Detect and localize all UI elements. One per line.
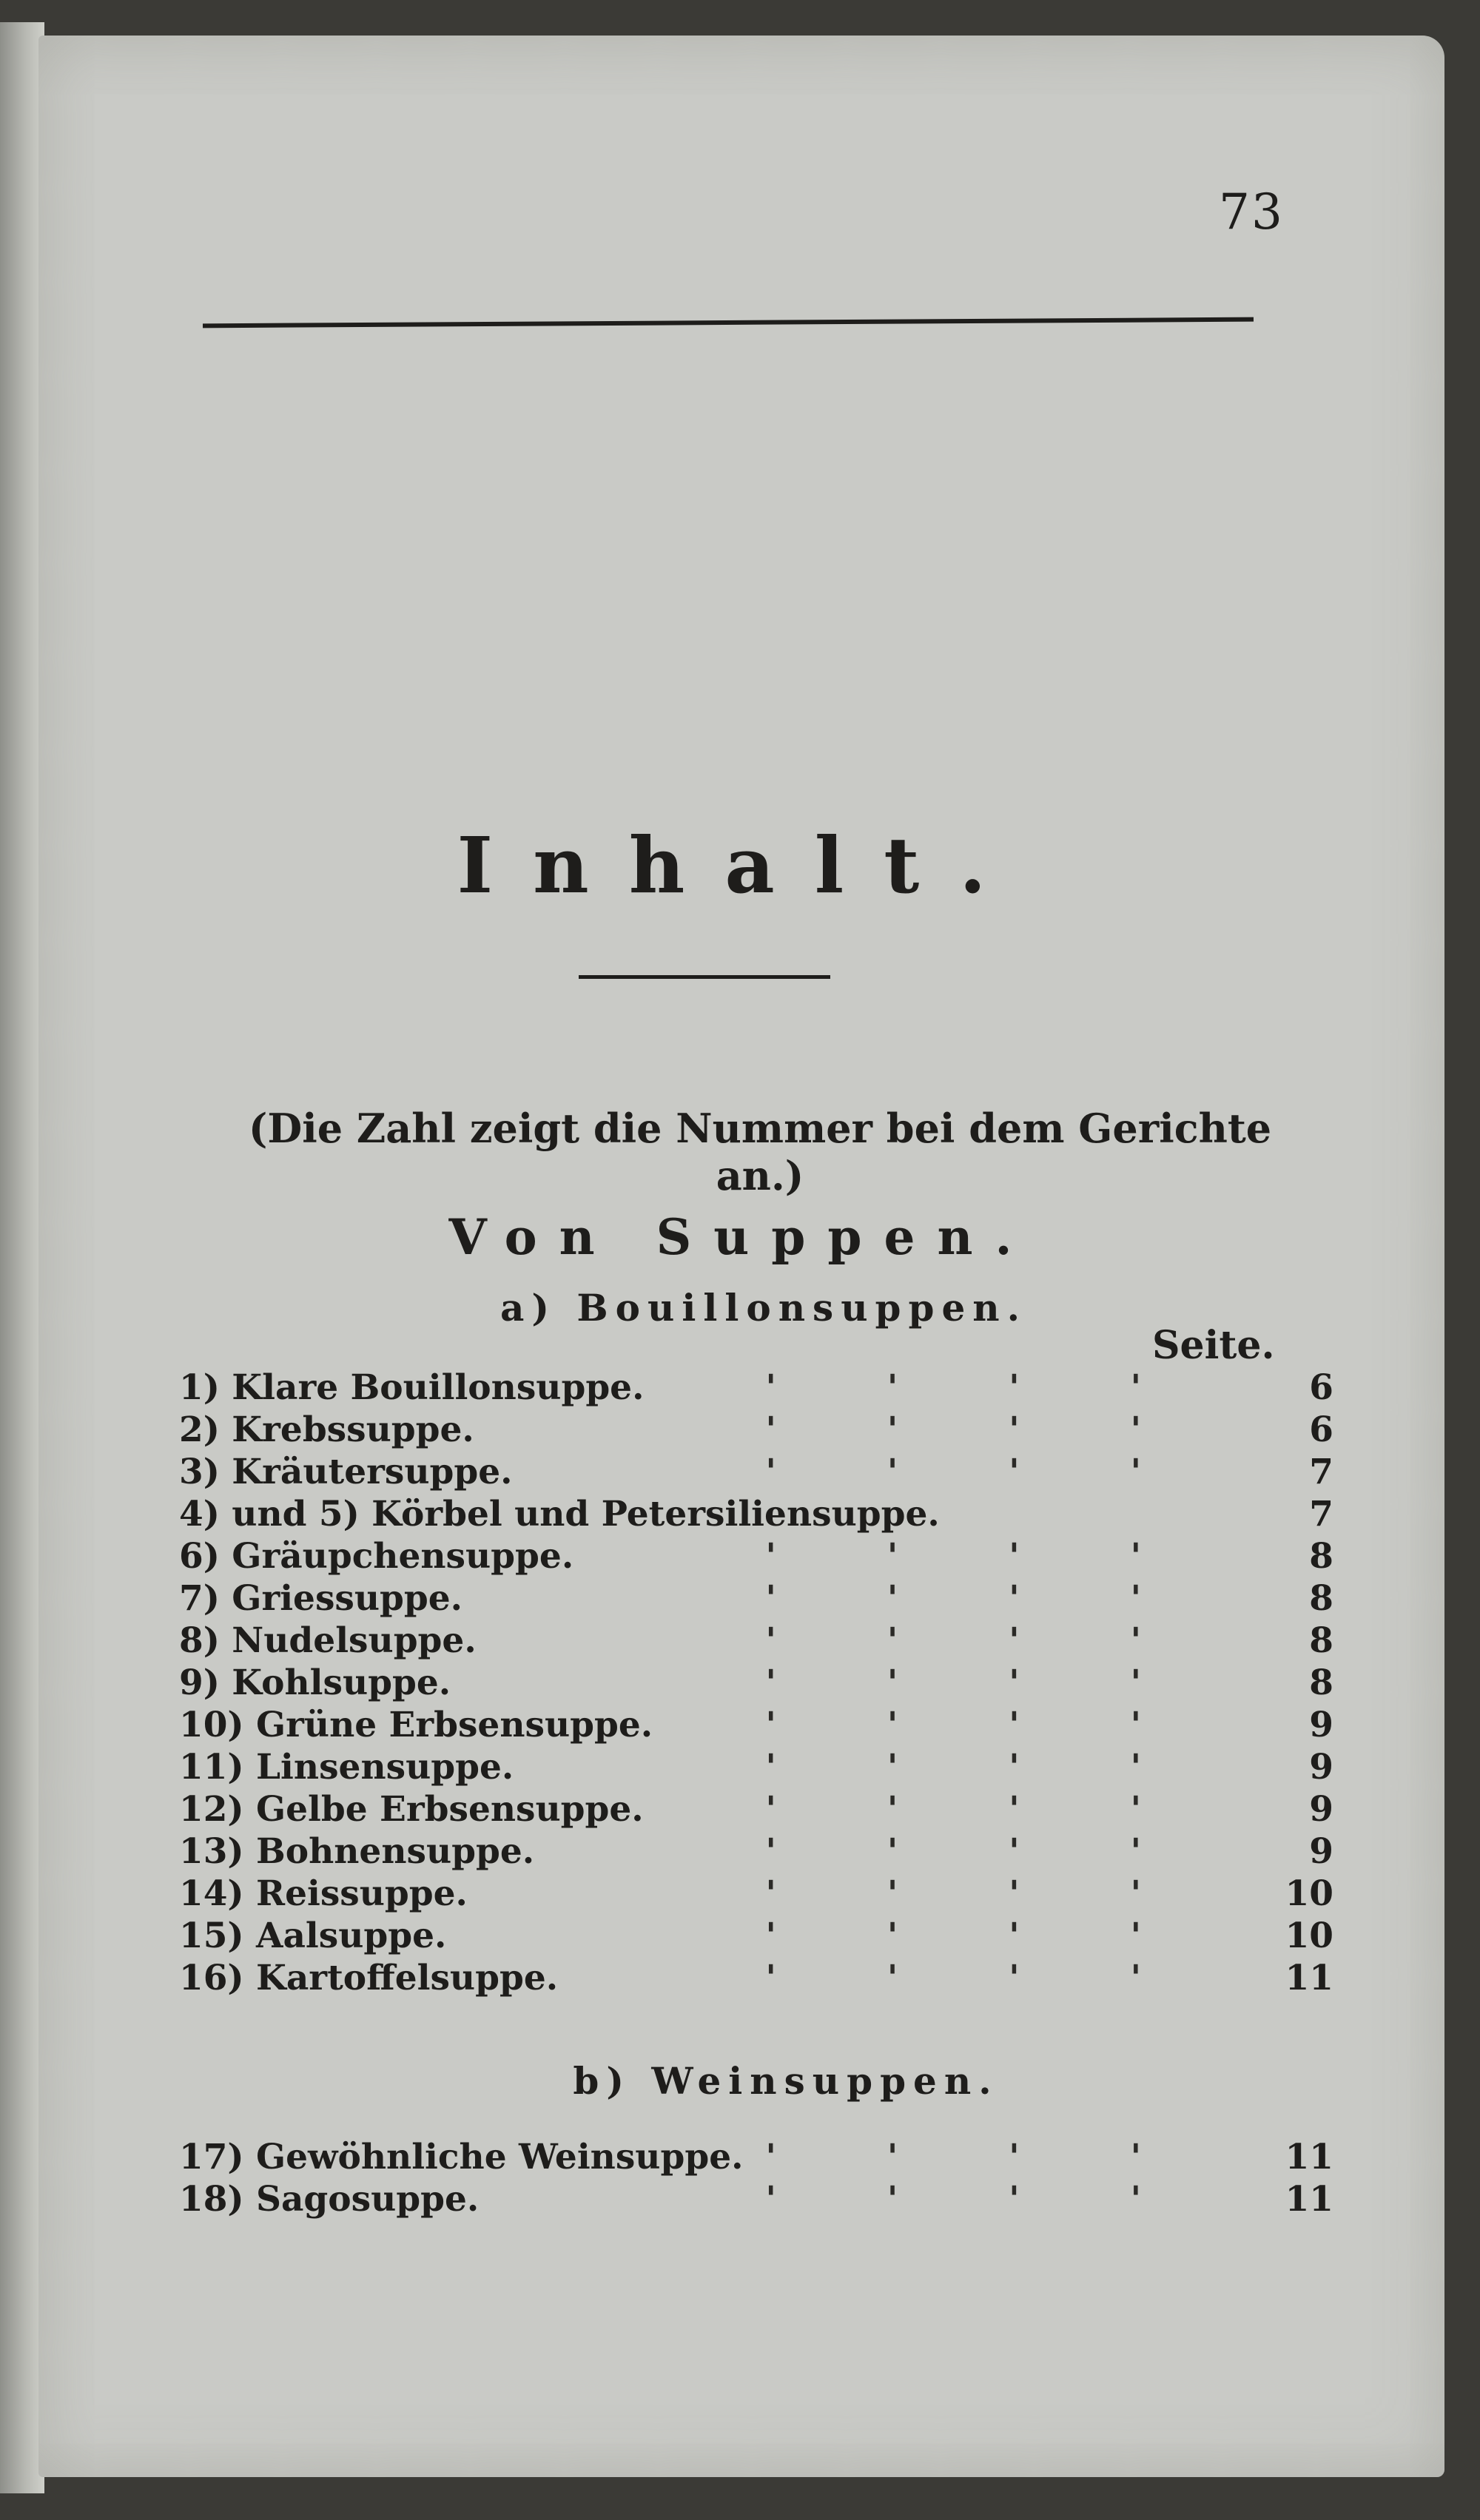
toc-entry-label: 13) Bohnensuppe.: [179, 1831, 535, 1872]
toc-entry-label: 14) Reissuppe.: [179, 1873, 468, 1914]
toc-leader: '''': [765, 1662, 1252, 1703]
toc-entry-label: 18) Sagosuppe.: [179, 2179, 480, 2220]
toc-entry-page: 11: [1285, 1958, 1333, 1998]
toc-leader: '''': [765, 1916, 1252, 1956]
toc-row: [179, 1789, 1333, 1831]
previous-page-edge: [0, 22, 44, 2493]
toc-leader: '''': [765, 1789, 1252, 1830]
toc-entry-label: 1) Klare Bouillonsuppe.: [179, 1367, 645, 1408]
title-rule: [579, 975, 830, 979]
toc-entry-label: 3) Kräutersuppe.: [179, 1452, 513, 1492]
toc-leader: '''': [765, 2179, 1252, 2220]
toc-list-wine: [179, 2137, 1333, 2221]
toc-leader: '''': [765, 1747, 1252, 1788]
toc-row: [179, 2179, 1333, 2221]
toc-leader: '''': [765, 1367, 1252, 1408]
toc-row: [179, 1916, 1333, 1958]
toc-entry-label: 10) Grüne Erbsensuppe.: [179, 1705, 653, 1745]
toc-row: [179, 1409, 1333, 1452]
toc-entry-label: 7) Griessuppe.: [179, 1578, 463, 1619]
toc-entry-page: 10: [1285, 1873, 1333, 1914]
subsection-heading-wine: b) Weinsuppen.: [573, 2059, 999, 2103]
book-page: [38, 36, 1444, 2477]
toc-entry-page: 9: [1309, 1789, 1333, 1830]
toc-row: [179, 1662, 1333, 1705]
toc-entry-page: 11: [1285, 2137, 1333, 2177]
toc-row: [179, 1620, 1333, 1662]
toc-leader: '''': [765, 1705, 1252, 1745]
toc-entry-page: 9: [1309, 1747, 1333, 1788]
toc-entry-page: 11: [1285, 2179, 1333, 2220]
toc-leader: '''': [765, 1409, 1252, 1450]
toc-entry-page: 9: [1309, 1705, 1333, 1745]
toc-entry-label: 11) Linsensuppe.: [179, 1747, 514, 1788]
toc-row: [179, 1705, 1333, 1747]
header-rule: [203, 317, 1254, 329]
toc-leader: '''': [765, 1578, 1252, 1619]
toc-entry-label: 2) Krebssuppe.: [179, 1409, 474, 1450]
toc-entry-label: 16) Kartoffelsuppe.: [179, 1958, 559, 1998]
toc-entry-label: 9) Kohlsuppe.: [179, 1662, 451, 1703]
toc-row: [179, 1873, 1333, 1916]
toc-leader: '''': [765, 1536, 1252, 1577]
toc-entry-page: 6: [1309, 1409, 1333, 1450]
toc-entry-page: 10: [1285, 1916, 1333, 1956]
toc-entry-page: 8: [1309, 1620, 1333, 1661]
toc-list-bouillon: [179, 1367, 1333, 2000]
page-number: 73: [1219, 183, 1284, 240]
toc-row: [179, 1452, 1333, 1494]
toc-row: [179, 1958, 1333, 2000]
toc-row: [179, 1831, 1333, 1873]
toc-entry-label: 6) Gräupchensuppe.: [179, 1536, 574, 1577]
toc-entry-page: 7: [1309, 1494, 1333, 1534]
toc-row: [179, 1536, 1333, 1578]
toc-row: [179, 1494, 1333, 1536]
toc-row: [179, 1578, 1333, 1620]
toc-entry-page: 8: [1309, 1578, 1333, 1619]
toc-entry-page: 8: [1309, 1662, 1333, 1703]
toc-leader: '''': [765, 1958, 1252, 1998]
toc-row: [179, 2137, 1333, 2179]
toc-leader: '''': [765, 1620, 1252, 1661]
toc-leader: '''': [765, 1873, 1252, 1914]
toc-entry-label: 15) Aalsuppe.: [179, 1916, 447, 1956]
explanatory-note: (Die Zahl zeigt die Nummer bei dem Gerichte an.): [248, 1105, 1272, 1199]
toc-row: [179, 1747, 1333, 1789]
toc-entry-page: 8: [1309, 1536, 1333, 1577]
toc-entry-page: 7: [1309, 1452, 1333, 1492]
toc-row: [179, 1367, 1333, 1409]
toc-entry-label: 12) Gelbe Erbsensuppe.: [179, 1789, 644, 1830]
toc-entry-label: 8) Nudelsuppe.: [179, 1620, 477, 1661]
toc-leader: '''': [765, 1831, 1252, 1872]
toc-entry-label: 4) und 5) Körbel und Petersiliensuppe.: [179, 1494, 940, 1534]
page-title: Inhalt.: [457, 820, 1026, 911]
toc-entry-label: 17) Gewöhnliche Weinsuppe.: [179, 2137, 744, 2177]
page-column-label: Seite.: [1152, 1323, 1275, 1368]
section-title: Von Suppen.: [448, 1208, 1035, 1266]
toc-leader: '''': [765, 1452, 1252, 1492]
subsection-heading-bouillon: a) Bouillonsuppen.: [500, 1286, 1028, 1330]
toc-leader: '''': [765, 2137, 1252, 2177]
toc-entry-page: 9: [1309, 1831, 1333, 1872]
toc-entry-page: 6: [1309, 1367, 1333, 1408]
